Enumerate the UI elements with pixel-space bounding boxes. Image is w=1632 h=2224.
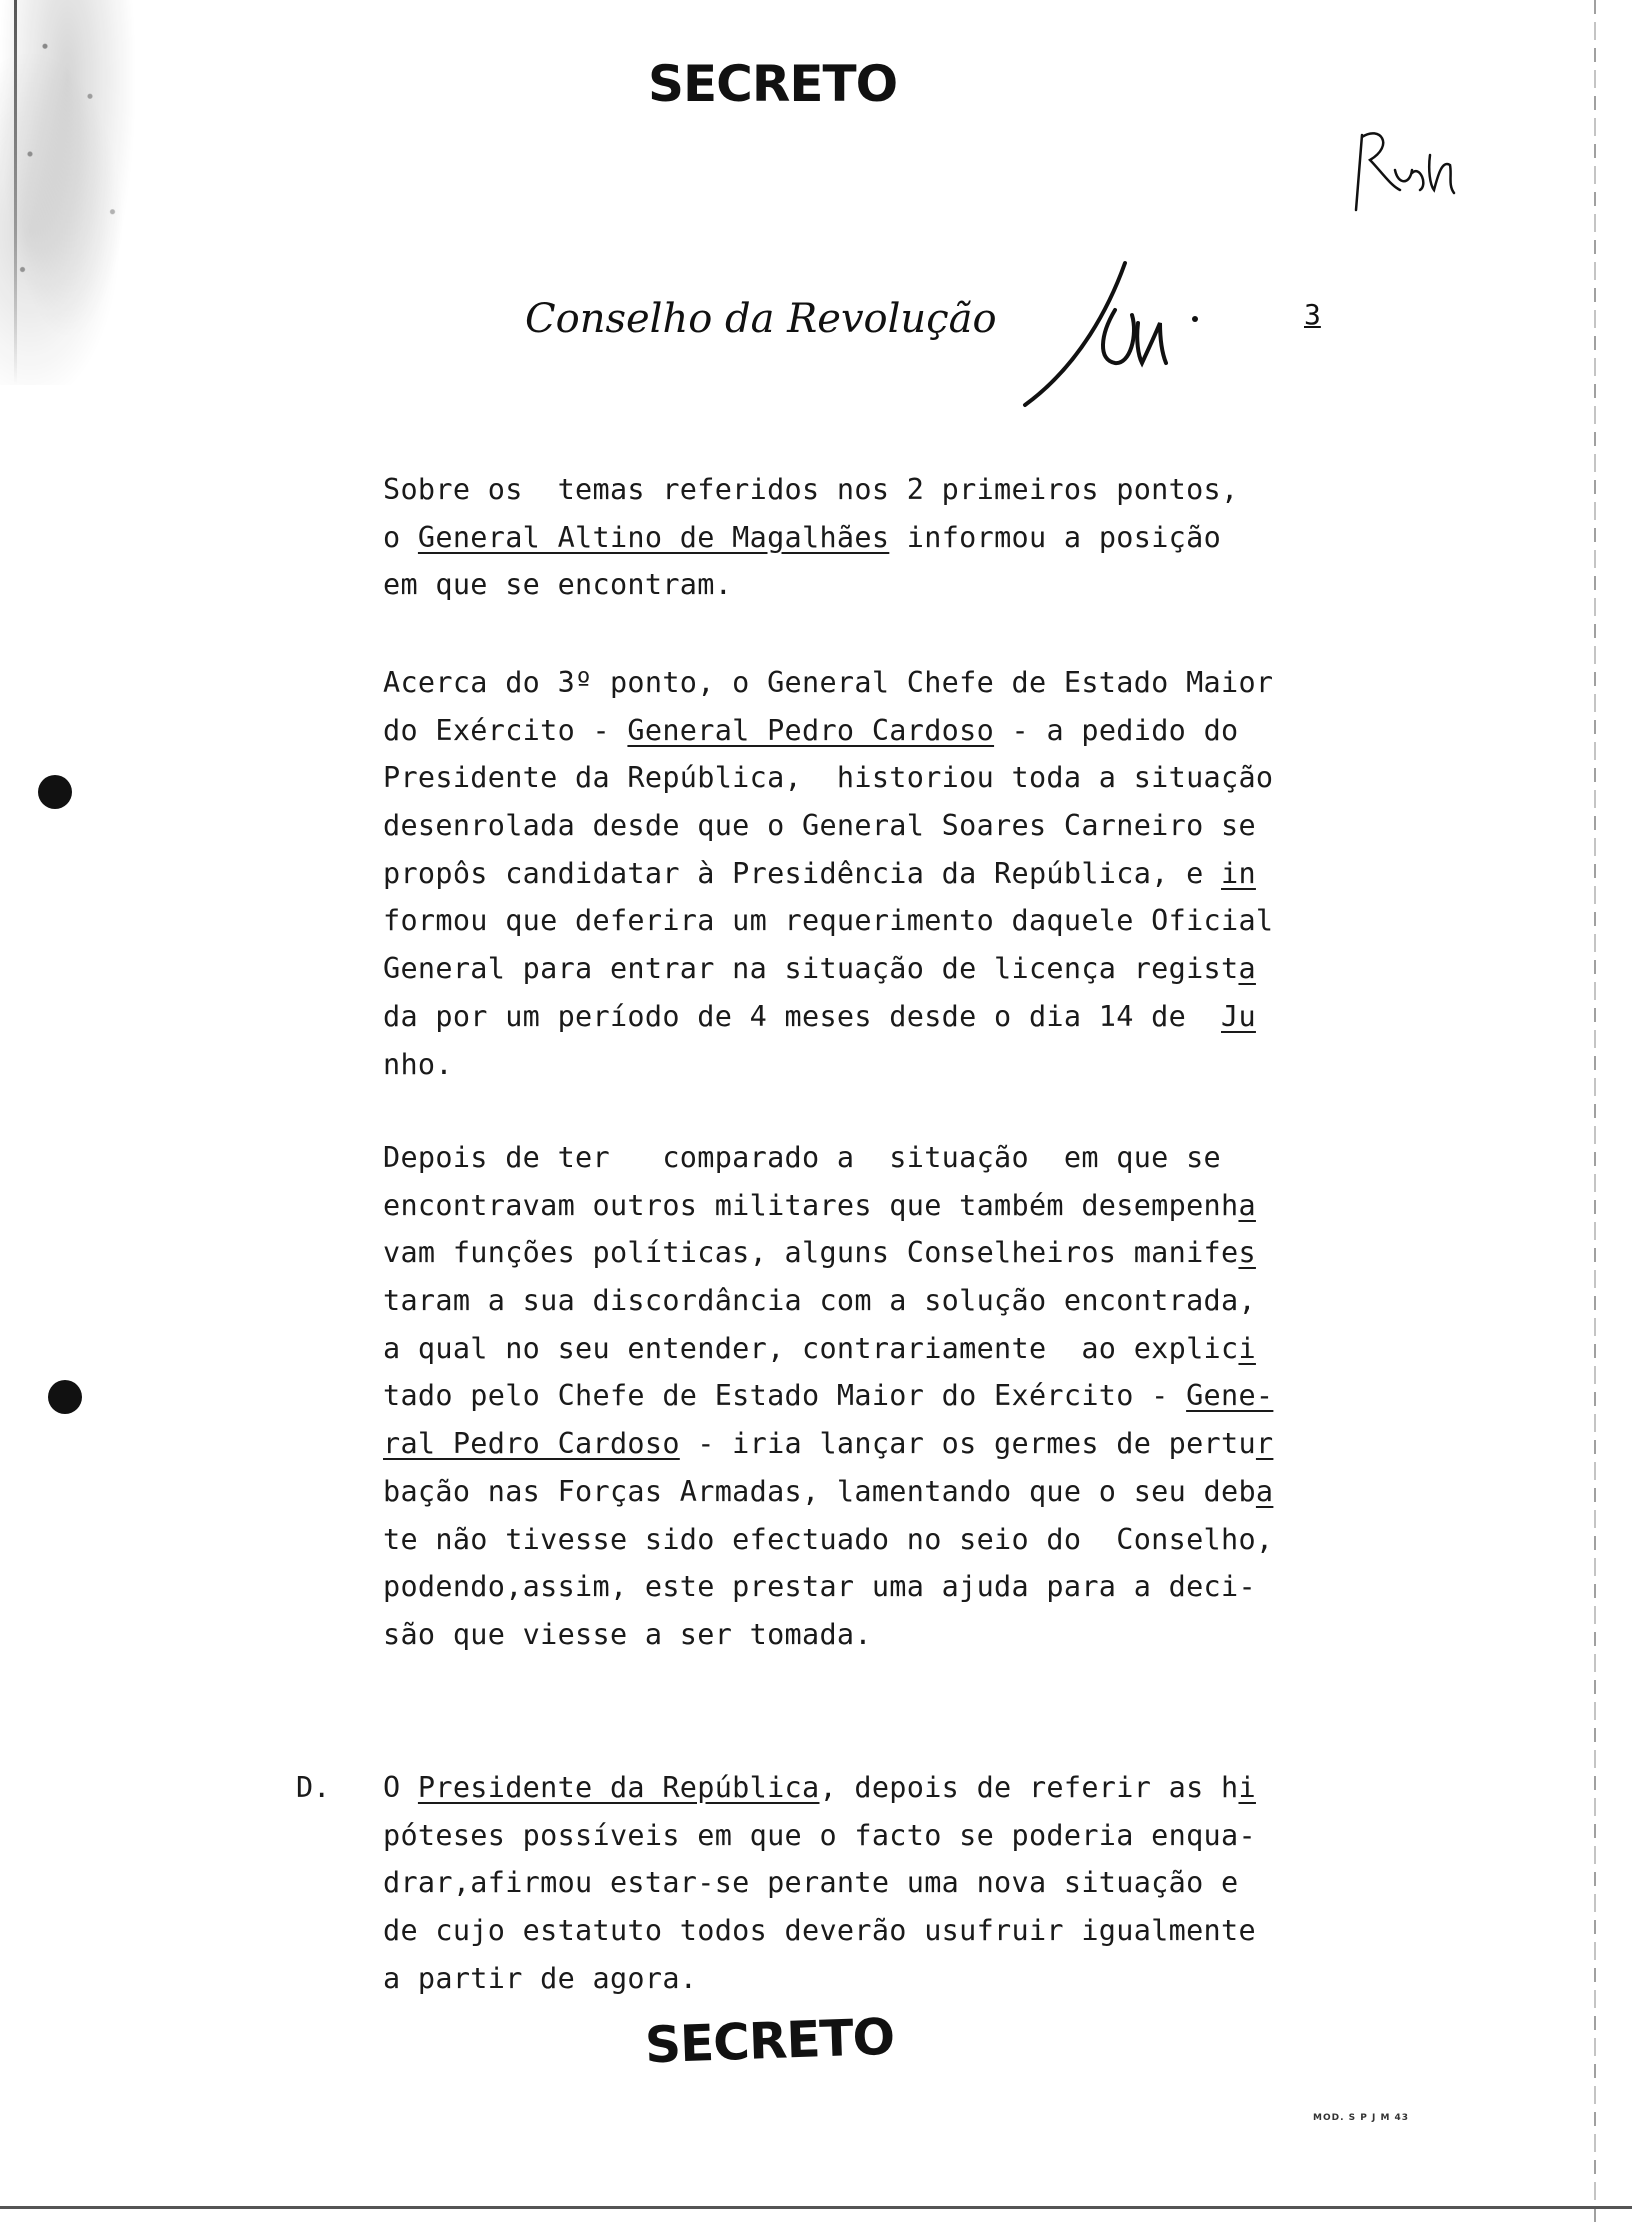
- text-segment: te não tivesse sido efectuado no seio do Conselho,: [383, 1522, 1274, 1556]
- paragraph: [383, 466, 1343, 609]
- text-line: [383, 1468, 1343, 1516]
- underlined-text: General Pedro Cardoso: [627, 713, 995, 747]
- text-segment: informou a posição: [889, 520, 1222, 554]
- paragraph: [383, 1764, 1343, 2002]
- underlined-text: a: [1238, 1188, 1256, 1222]
- underlined-text: Gene-: [1186, 1379, 1274, 1413]
- text-segment: , depois de referir as h: [819, 1771, 1239, 1804]
- text-segment: desenrolada desde que o General Soares Carneiro se: [383, 809, 1256, 843]
- punch-hole-bottom: [48, 1380, 82, 1414]
- text-segment: em que se encontram.: [383, 568, 733, 602]
- classification-stamp-top: SECRETO: [648, 55, 898, 113]
- text-segment: do Exército -: [383, 713, 628, 747]
- text-line: [383, 850, 1343, 898]
- text-segment: nho.: [383, 1047, 453, 1081]
- text-line: [383, 1764, 1343, 1812]
- text-line: [383, 897, 1343, 945]
- text-line: [383, 1182, 1343, 1230]
- punch-hole-top: [38, 775, 72, 809]
- text-line: [383, 1563, 1343, 1611]
- text-segment: vam funções políticas, alguns Conselheiros manife: [383, 1236, 1239, 1270]
- text-segment: de cujo estatuto todos deverão usufruir igualmente: [383, 1914, 1256, 1948]
- underlined-text: s: [1238, 1236, 1256, 1270]
- text-segment: encontravam outros militares que também desempenh: [383, 1188, 1239, 1222]
- letterhead-title: Conselho da Revolução: [525, 296, 997, 342]
- underlined-text: r: [1255, 1427, 1274, 1461]
- underlined-text: Presidente da República: [417, 1771, 820, 1804]
- text-segment: taram a sua discordância com a solução encontrada,: [383, 1284, 1256, 1318]
- text-segment: - iria lançar os germes de pertu: [679, 1427, 1256, 1461]
- text-line: [383, 1859, 1343, 1907]
- text-line: [383, 1372, 1343, 1420]
- text-segment: podendo,assim, este prestar uma ajuda para a deci-: [383, 1570, 1256, 1604]
- text-line: [383, 707, 1343, 755]
- handwritten-initials: [1020, 255, 1210, 415]
- text-line: [383, 945, 1343, 993]
- text-segment: a qual no seu entender, contrariamente ao explic: [383, 1331, 1239, 1365]
- text-line: [383, 1325, 1343, 1373]
- text-segment: drar,afirmou estar-se perante uma nova situação e: [383, 1866, 1239, 1900]
- text-segment: Depois de ter comparado a situação em que se: [383, 1141, 1222, 1174]
- text-segment: Sobre os temas referidos nos 2 primeiros pontos,: [383, 473, 1239, 506]
- scan-speckle: [0, 0, 150, 385]
- classification-stamp-bottom: SECRETO: [644, 2007, 896, 2075]
- text-line: [383, 754, 1343, 802]
- text-segment: a partir de agora.: [383, 1961, 698, 1995]
- paragraph: [383, 1134, 1343, 1659]
- text-segment: da por um período de 4 meses desde o dia 14 de: [383, 999, 1222, 1033]
- text-line: [383, 802, 1343, 850]
- text-line: [383, 659, 1343, 707]
- text-segment: o: [383, 520, 418, 554]
- text-segment: póteses possíveis em que o facto se poderia enqua-: [383, 1818, 1256, 1852]
- text-line: [383, 1041, 1343, 1089]
- text-segment: Acerca do 3º ponto, o General Chefe de Estado Maior: [383, 666, 1274, 699]
- page-number: 3: [1304, 298, 1321, 331]
- text-line: [383, 561, 1343, 609]
- text-segment: General para entrar na situação de licença regist: [383, 952, 1239, 986]
- text-segment: são que viesse a ser tomada.: [383, 1617, 872, 1651]
- scan-edge-right: [1594, 0, 1596, 2224]
- handwritten-note: [1350, 115, 1460, 215]
- text-segment: bação nas Forças Armadas, lamentando que o seu deb: [383, 1474, 1256, 1508]
- text-segment: Presidente da República, historiou toda a situação: [383, 761, 1274, 795]
- underlined-text: i: [1238, 1331, 1256, 1365]
- text-line: [383, 514, 1343, 562]
- text-line: [383, 1229, 1343, 1277]
- text-line: [383, 1277, 1343, 1325]
- text-line: [383, 1611, 1343, 1659]
- underlined-text: a: [1238, 952, 1256, 986]
- text-line: [383, 1134, 1343, 1182]
- text-segment: - a pedido do: [994, 713, 1239, 747]
- underlined-text: in: [1221, 856, 1256, 890]
- text-segment: formou que deferira um requerimento daquele Oficial: [383, 904, 1274, 938]
- underlined-text: Ju: [1221, 999, 1256, 1033]
- text-line: [383, 993, 1343, 1041]
- text-line: [383, 1516, 1343, 1564]
- underlined-text: General Altino de Magalhães: [417, 520, 890, 554]
- text-line: [383, 1907, 1343, 1955]
- text-segment: propôs candidatar à Presidência da República, e: [383, 856, 1222, 890]
- underlined-text: a: [1255, 1474, 1274, 1508]
- text-line: [383, 1420, 1343, 1468]
- item-label: D.: [296, 1771, 331, 1804]
- text-segment: O: [383, 1771, 418, 1804]
- scan-edge-left: [14, 0, 17, 385]
- underlined-text: i: [1238, 1771, 1256, 1804]
- underlined-text: ral Pedro Cardoso: [383, 1427, 680, 1461]
- form-code: MOD. S P J M 43: [1313, 2113, 1410, 2123]
- text-segment: tado pelo Chefe de Estado Maior do Exército -: [383, 1379, 1187, 1413]
- paragraph: [383, 659, 1343, 1088]
- scan-bottom-edge: [0, 2206, 1632, 2209]
- text-line: [383, 1812, 1343, 1860]
- text-line: [383, 1955, 1343, 2003]
- text-line: [383, 466, 1343, 514]
